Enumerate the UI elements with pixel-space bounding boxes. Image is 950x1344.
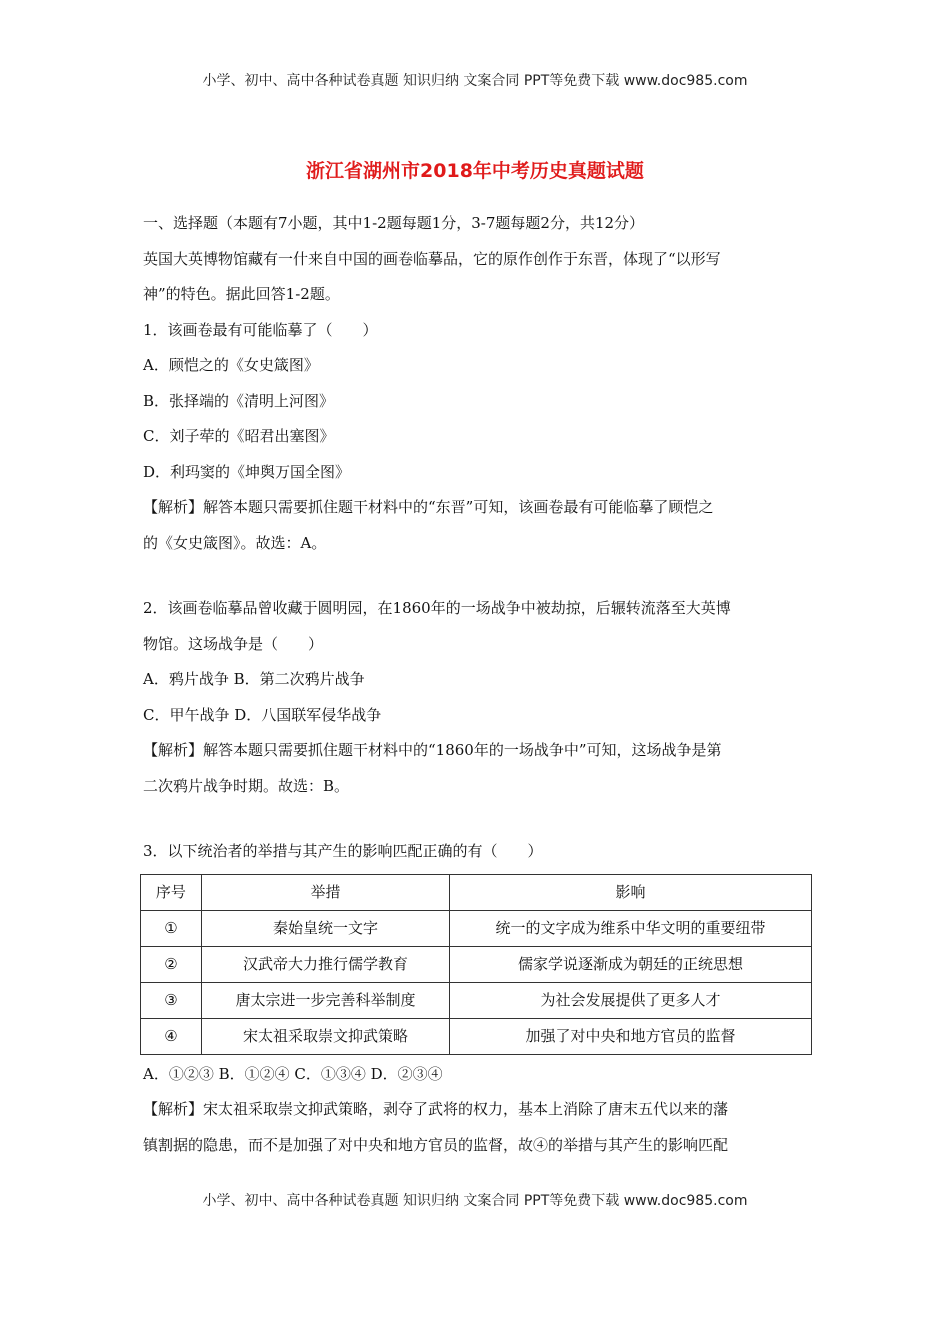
q3-stem: 3．以下统治者的举措与其产生的影响匹配正确的有（ ） bbox=[143, 842, 543, 860]
section-heading: 一、选择题（本题有7小题，其中1-2题每题1分，3-7题每题2分，共12分） bbox=[143, 214, 645, 232]
table-header: 序号 bbox=[141, 874, 202, 910]
table-header: 影响 bbox=[450, 874, 812, 910]
table-cell: 儒家学说逐渐成为朝廷的正统思想 bbox=[450, 946, 812, 982]
q3-table bbox=[140, 874, 812, 1055]
q1-option: D．利玛窦的《坤舆万国全图》 bbox=[143, 462, 351, 481]
table-row bbox=[141, 910, 812, 946]
page-footer: 小学、初中、高中各种试卷真题 知识归纳 文案合同 PPT等免费下载 www.doc985.com bbox=[202, 1193, 748, 1209]
table-cell: ② bbox=[141, 946, 202, 982]
q2-option: A．鸦片战争 B．第二次鸦片战争 bbox=[143, 670, 365, 688]
q3-analysis: 【解析】宋太祖采取崇文抑武策略，剥夺了武将的权力，基本上消除了唐末五代以来的藩 bbox=[143, 1100, 729, 1118]
exam-content bbox=[143, 206, 813, 1163]
q2-analysis: 【解析】解答本题只需要抓住题干材料中的“1860年的一场战争中”可知，这场战争是第 bbox=[143, 741, 722, 759]
intro-line: 英国大英博物馆藏有一什来自中国的画卷临摹品，它的原作创作于东晋，体现了“以形写 bbox=[143, 249, 721, 268]
table-cell: 加强了对中央和地方官员的监督 bbox=[450, 1018, 812, 1054]
q2-stem: 2．该画卷临摹品曾收藏于圆明园，在1860年的一场战争中被劫掠，后辗转流落至大英博 bbox=[143, 599, 731, 617]
table-cell: 为社会发展提供了更多人才 bbox=[450, 982, 812, 1018]
q3-options: A．①②③ B．①②④ C．①③④ D．②③④ bbox=[143, 1064, 443, 1083]
table-cell: ④ bbox=[141, 1018, 202, 1054]
table-cell: 唐太宗进一步完善科举制度 bbox=[201, 982, 449, 1018]
intro-line: 神”的特色。据此回答1-2题。 bbox=[143, 285, 340, 303]
table-cell: ③ bbox=[141, 982, 202, 1018]
table-cell: ① bbox=[141, 910, 202, 946]
q1-option: A．顾恺之的《女史箴图》 bbox=[143, 356, 319, 374]
q2-option: C．甲午战争 D．八国联军侵华战争 bbox=[143, 705, 382, 724]
table-cell: 统一的文字成为维系中华文明的重要纽带 bbox=[450, 910, 812, 946]
table-header: 举措 bbox=[201, 874, 449, 910]
page-title: 浙江省湖州市2018年中考历史真题试题 bbox=[306, 160, 644, 182]
table-cell: 秦始皇统一文字 bbox=[201, 910, 449, 946]
table-cell: 宋太祖采取崇文抑武策略 bbox=[201, 1018, 449, 1054]
q1-option: B．张择端的《清明上河图》 bbox=[143, 391, 335, 410]
q2-analysis: 二次鸦片战争时期。故选：B。 bbox=[143, 776, 350, 795]
q1-option: C．刘子荦的《昭君出塞图》 bbox=[143, 427, 335, 445]
q1-analysis: 【解析】解答本题只需要抓住题干材料中的“东晋”可知，该画卷最有可能临摹了顾恺之 bbox=[143, 498, 714, 516]
table-cell: 汉武帝大力推行儒学教育 bbox=[201, 946, 449, 982]
table-row bbox=[141, 946, 812, 982]
page-header: 小学、初中、高中各种试卷真题 知识归纳 文案合同 PPT等免费下载 www.doc985.com bbox=[202, 73, 748, 89]
q1-analysis: 的《女史箴图》。故选：A。 bbox=[143, 533, 327, 552]
q1-stem: 1．该画卷最有可能临摹了（ ） bbox=[143, 320, 378, 339]
table-row bbox=[141, 1018, 812, 1054]
table-header-row bbox=[141, 874, 812, 910]
q2-stem: 物馆。这场战争是（ ） bbox=[143, 634, 324, 653]
table-row bbox=[141, 982, 812, 1018]
q3-analysis: 镇割据的隐患，而不是加强了对中央和地方官员的监督，故④的举措与其产生的影响匹配 bbox=[143, 1135, 729, 1154]
